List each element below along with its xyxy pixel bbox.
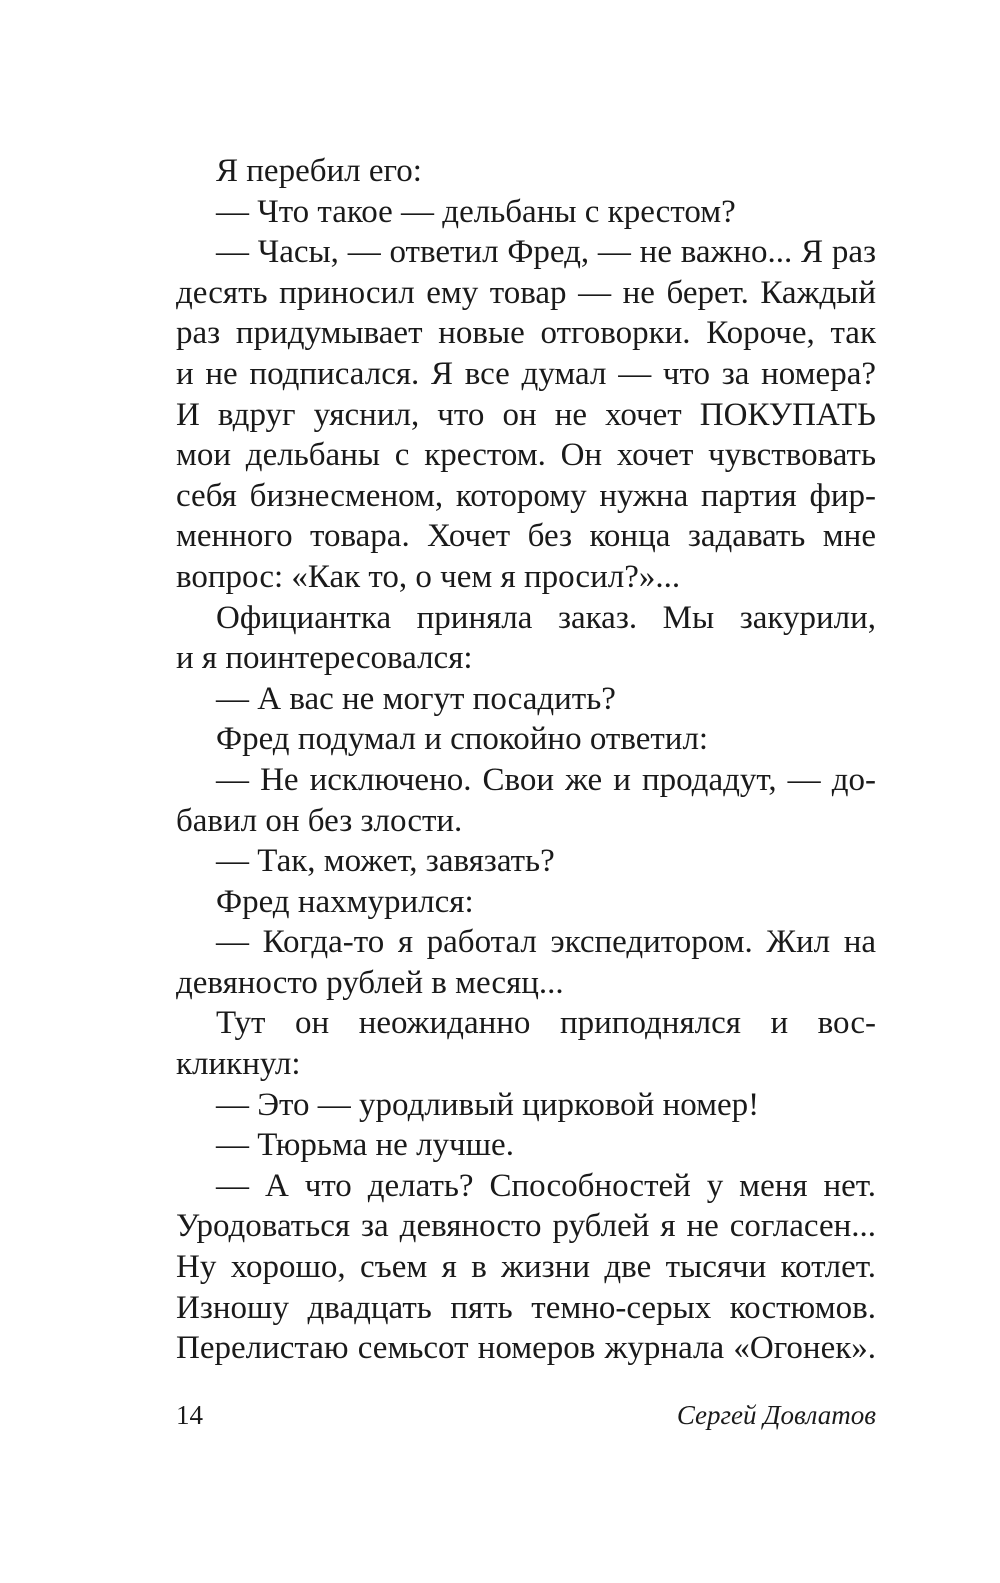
text-line: — А вас не могут посадить? xyxy=(216,680,616,717)
text-line: кликнул: xyxy=(176,1046,301,1083)
text-line: десять приносил ему товар — не берет. Каждый xyxy=(176,274,876,311)
text-line: Тут он неожиданно приподнялся и вос- xyxy=(216,1005,876,1042)
text-line: — Когда-то я работал экспедитором. Жил на xyxy=(216,924,876,961)
page-text xyxy=(176,151,876,1369)
text-line: — Не исключено. Свои же и продадут, — до- xyxy=(216,761,876,798)
text-line: и я поинтересовался: xyxy=(176,640,473,677)
text-line: — Это — уродливый цирковой номер! xyxy=(216,1086,760,1123)
text-line: Фред подумал и спокойно ответил: xyxy=(216,721,709,758)
text-line: раз придумывает новые отговорки. Короче, так xyxy=(176,315,876,352)
text-line: Перелистаю семьсот номеров журнала «Огонек». xyxy=(176,1330,876,1367)
text-line: Изношу двадцать пять темно-серых костюмов. xyxy=(176,1289,876,1326)
text-line: менного товара. Хочет без конца задавать мне xyxy=(176,518,876,555)
text-line: вопрос: «Как то, о чем я просил?»... xyxy=(176,558,681,595)
page-footer xyxy=(176,1400,876,1440)
text-line: себя бизнесменом, которому нужна партия фир- xyxy=(176,477,876,514)
text-line: Официантка приняла заказ. Мы закурили, xyxy=(216,599,876,636)
page-number: 14 xyxy=(176,1400,203,1430)
text-line: — Что такое — дельбаны с крестом? xyxy=(216,193,736,230)
text-line: и не подписался. Я все думал — что за номера? xyxy=(176,355,876,392)
text-line: девяносто рублей в месяц... xyxy=(176,964,564,1001)
text-line: Уродоваться за девяносто рублей я не согласен... xyxy=(176,1208,876,1245)
running-head-author: Сергей Довлатов xyxy=(676,1400,876,1430)
text-line: — Тюрьма не лучше. xyxy=(216,1127,514,1164)
text-line: бавил он без злости. xyxy=(176,802,463,839)
text-line: — Часы, — ответил Фред, — не важно... Я раз xyxy=(216,234,876,271)
text-line: Я перебил его: xyxy=(216,153,422,189)
text-line: — Так, может, завязать? xyxy=(216,843,555,880)
text-line: Фред нахмурился: xyxy=(216,883,474,920)
text-line: — А что делать? Способностей у меня нет. xyxy=(216,1167,876,1204)
text-line: И вдруг уяснил, что он не хочет ПОКУПАТЬ xyxy=(176,396,876,433)
text-line: Ну хорошо, съем я в жизни две тысячи котлет. xyxy=(176,1249,876,1286)
text-line: мои дельбаны с крестом. Он хочет чувствовать xyxy=(176,437,876,474)
